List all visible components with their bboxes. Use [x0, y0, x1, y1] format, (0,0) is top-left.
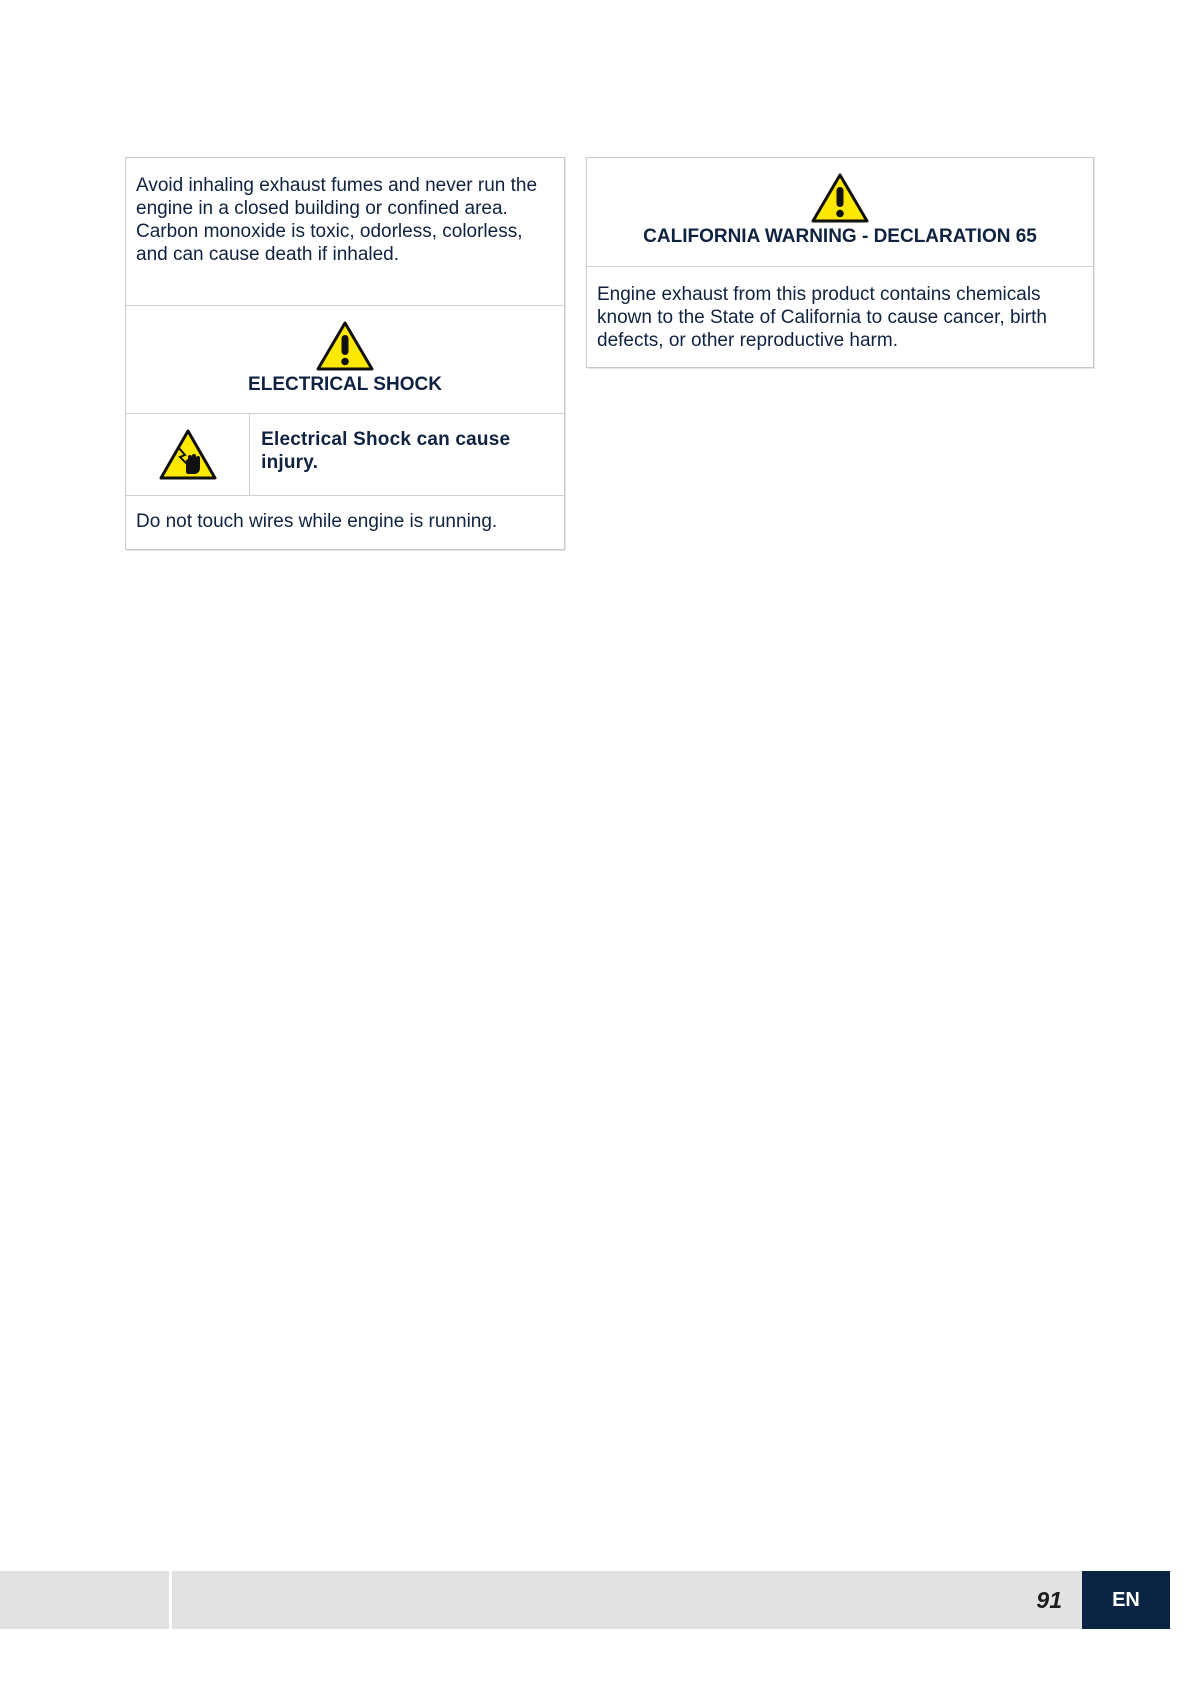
shock-icon-cell — [126, 414, 250, 495]
page-number: 91 — [1036, 1587, 1062, 1613]
safety-box-left — [125, 157, 565, 550]
carbon-monoxide-text: Carbon monoxide is toxic, odorless, colorless, and can cause death if inhaled. — [136, 221, 523, 265]
wire-instruction-cell — [126, 496, 564, 550]
california-warning-heading: CALIFORNIA WARNING - DECLARATION 65 — [643, 226, 1037, 247]
footer-left-segment — [0, 1571, 169, 1629]
page-footer — [0, 1571, 1191, 1629]
warning-triangle-icon — [810, 172, 870, 224]
electrical-shock-row — [126, 414, 564, 496]
safety-box-right — [586, 157, 1094, 368]
electrical-shock-icon — [158, 428, 218, 482]
exhaust-warning-text: Avoid inhaling exhaust fumes and never run the engine in a closed building or confined area. — [136, 175, 538, 219]
electrical-shock-bold-text: Electrical Shock can cause injury. — [261, 429, 511, 473]
footer-main-segment — [172, 1571, 1082, 1629]
california-body-cell — [587, 267, 1093, 367]
california-header-cell — [587, 158, 1093, 267]
language-badge: EN — [1082, 1571, 1170, 1629]
electrical-shock-heading: ELECTRICAL SHOCK — [248, 374, 442, 395]
electrical-shock-header-cell — [126, 306, 564, 414]
warning-triangle-icon — [315, 320, 375, 372]
wire-instruction-text: Do not touch wires while engine is running. — [136, 511, 498, 532]
exhaust-warning-cell — [126, 158, 564, 306]
california-warning-text: Engine exhaust from this product contains chemicals known to the State of California to cause cancer, birth defects, or other reproductive harm. — [597, 284, 1047, 351]
